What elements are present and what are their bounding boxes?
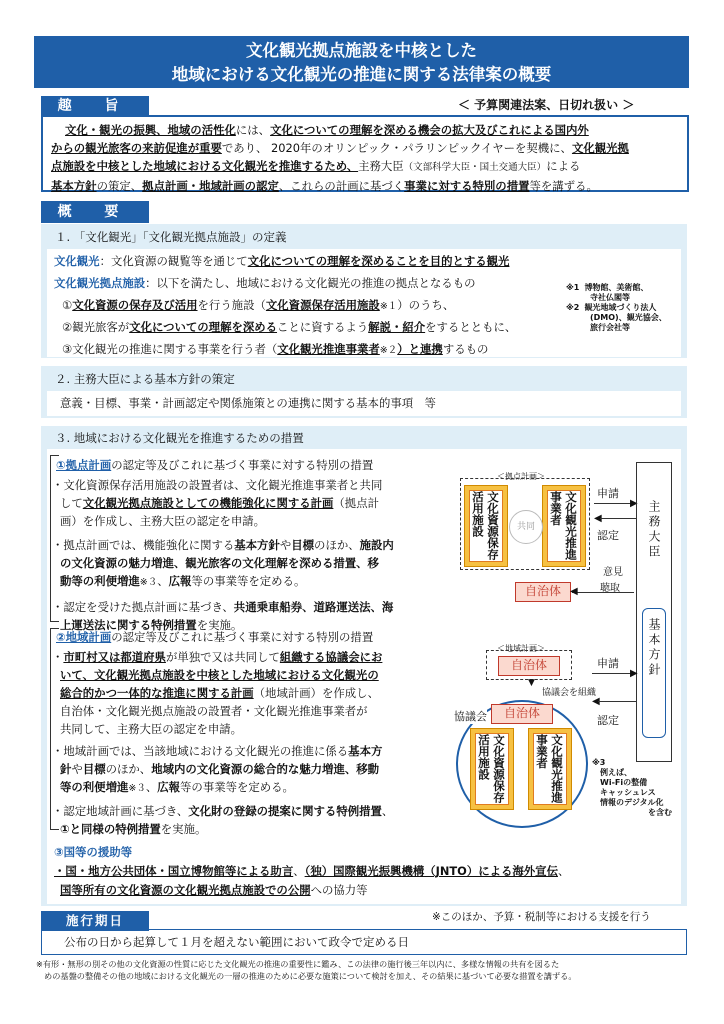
text: ※3 bbox=[592, 758, 606, 767]
text: ことに資するよう bbox=[277, 320, 369, 334]
text: 共通乗車船券、道路運送法、海 bbox=[233, 600, 394, 614]
text: ・認定を受けた拠点計画に基づき、 bbox=[52, 600, 234, 614]
text: ※３ bbox=[139, 577, 158, 588]
purpose-box bbox=[41, 115, 689, 192]
text: ① bbox=[62, 298, 73, 312]
text-line bbox=[52, 760, 462, 778]
enforcement-note: ※このほか、予算・税制等における支援を行う bbox=[432, 911, 651, 923]
text: 文化観光拠 bbox=[571, 141, 629, 155]
text: 地域内の文化資源の総合的な魅力増進、移動 bbox=[151, 762, 380, 776]
sub1-body bbox=[52, 476, 462, 634]
text: ）のうち、 bbox=[397, 298, 455, 312]
diag2-approve-arrow bbox=[598, 701, 636, 702]
arrow-left-icon: ◀ bbox=[570, 586, 578, 597]
text: 意見 bbox=[603, 567, 623, 578]
diag2-label: ＜地域計画＞ bbox=[497, 644, 545, 653]
text: 文化についての理解を深めることを目的とする観光 bbox=[247, 254, 510, 268]
diag2-council-org: 協議会を組織 bbox=[542, 688, 597, 698]
text: には、 bbox=[235, 123, 271, 137]
text: 事業に対する特別の措置 bbox=[404, 179, 530, 193]
text: 文化観光推進事業者 bbox=[277, 342, 380, 356]
text: （文部科学大臣・国土交通大臣） bbox=[403, 162, 547, 173]
text: 文化財の登録の提案に関する特例措置 bbox=[188, 804, 382, 818]
text-line bbox=[52, 778, 462, 798]
text: 等の利便増進 bbox=[60, 780, 129, 794]
text: ：文化資源の観覧等を通じて bbox=[99, 254, 248, 268]
text: 解説・紹介 bbox=[368, 320, 426, 334]
text: ・拠点計画では、機能強化に関する bbox=[52, 538, 235, 552]
purpose-tag: ＜ 予算関連法案、日切れ扱い ＞ bbox=[458, 98, 635, 112]
diag2-muni: 自治体 bbox=[498, 656, 560, 676]
text: 情報のデジタル化 bbox=[600, 798, 664, 807]
sub3-line-2 bbox=[60, 881, 368, 899]
text: 、 bbox=[145, 780, 158, 794]
arrow-right-icon: ▶ bbox=[630, 498, 638, 509]
text: による bbox=[546, 159, 581, 173]
text: ：以下を満たし、地域における文化観光の推進の拠点となるもの bbox=[145, 276, 476, 290]
overview-tab: 概 要 bbox=[41, 201, 149, 223]
note-1 bbox=[566, 283, 667, 293]
text: を含む bbox=[648, 808, 672, 817]
sub1-title bbox=[56, 456, 373, 474]
text: 目標 bbox=[291, 538, 315, 552]
diag1-facility: 文化資源保存活用施設 bbox=[471, 491, 500, 560]
purpose-line-4 bbox=[51, 177, 679, 195]
diag1-approve-arrow bbox=[600, 518, 636, 519]
text: 、 bbox=[157, 574, 169, 588]
def-2-item-1 bbox=[62, 296, 454, 316]
purpose-line-3 bbox=[51, 157, 679, 177]
text: ・ bbox=[52, 650, 64, 664]
diag1-opinion-2: 聴取 bbox=[600, 583, 620, 594]
text: 等を講ずる。 bbox=[529, 179, 598, 193]
text: 旅行会社等 bbox=[590, 323, 630, 332]
text: 、これらの計画に基づく bbox=[278, 179, 405, 193]
arrow-left-icon: ◀ bbox=[594, 513, 602, 524]
text: の策定、 bbox=[96, 179, 143, 193]
diag2-facility: 文化資源保存活用施設 bbox=[477, 734, 506, 803]
text: からの観光旅客の来訪促進が重要 bbox=[51, 141, 222, 155]
diag1-joint: 共同 bbox=[509, 510, 543, 544]
def-notes bbox=[566, 283, 667, 333]
text: 文化観光拠点施設 bbox=[54, 276, 146, 290]
text: 施設内 bbox=[359, 538, 394, 552]
text: のほか、 bbox=[314, 538, 360, 552]
text: ・国・地方公共団体・国立博物館等による助言 bbox=[54, 864, 294, 878]
diag2-council: 協議会 bbox=[454, 710, 487, 723]
text-line bbox=[52, 494, 462, 512]
text: の認定等及びこれに基づく事業に対する特別の措置 bbox=[111, 630, 374, 644]
text: 基本方 bbox=[348, 744, 383, 758]
text: への協力等 bbox=[310, 883, 368, 897]
title-line-2: 地域における文化観光の推進に関する法律案の概要 bbox=[171, 65, 552, 84]
text: Wi-Fiの整備 bbox=[600, 778, 648, 787]
text: や bbox=[279, 538, 292, 552]
text: を行う施設（ bbox=[197, 298, 266, 312]
def-2 bbox=[54, 274, 475, 292]
text-line bbox=[52, 802, 462, 820]
text: 寺社仏閣等 bbox=[590, 293, 630, 302]
text: 等の事業等を定める。 bbox=[191, 574, 306, 588]
sub3-line-1 bbox=[54, 862, 569, 880]
text-line bbox=[52, 648, 462, 666]
text: 市町村又は都道府県 bbox=[63, 650, 166, 664]
text: の認定等及びこれに基づく事業に対する特別の措置 bbox=[111, 458, 374, 472]
text: ③文化観光の推進に関する事業を行う者（ bbox=[62, 342, 278, 356]
text: 、 bbox=[381, 804, 394, 818]
title-line-1: 文化観光拠点施設を中核とした bbox=[246, 41, 477, 60]
text: ※１ bbox=[379, 301, 398, 312]
text: （独）国際観光振興機構（JNTO）による海外宣伝 bbox=[304, 864, 558, 878]
arrow-right-icon: ▶ bbox=[630, 668, 638, 679]
text: ）と連携 bbox=[397, 342, 443, 356]
policy-label: 基本方針 bbox=[647, 618, 661, 678]
minister-label: 主務大臣 bbox=[647, 500, 661, 560]
def-1 bbox=[54, 252, 509, 270]
diag2-note bbox=[592, 758, 672, 818]
text: や bbox=[71, 762, 83, 776]
diag2-business: 文化観光推進事業者 bbox=[535, 734, 564, 803]
footnote-line-1: ※有形・無形の別その他の文化資源の性質に応じた文化観光の推進の重要性に鑑み、この法律の施行後三年以内に、多様な情報の共有を図るた bbox=[36, 959, 560, 969]
text: 動等の利便増進 bbox=[60, 574, 140, 588]
text: 、 bbox=[293, 864, 305, 878]
text: 拠点計画・地域計画の認定 bbox=[142, 179, 279, 193]
diag2-apply: 申請 bbox=[597, 657, 619, 670]
text: 自治体・文化観光拠点施設の設置者・文化観光推進事業者が bbox=[60, 704, 368, 718]
text: ※３ bbox=[128, 783, 146, 794]
text: いて、文化観光拠点施設を中核とした地域における文化観光の bbox=[60, 668, 379, 682]
text: 基本方針 bbox=[51, 179, 97, 193]
arrow-left-icon: ◀ bbox=[592, 696, 600, 707]
footnote bbox=[36, 958, 577, 982]
enforcement-body: 公布の日から起算して１月を超えない範囲において政令で定める日 bbox=[64, 935, 409, 949]
text-line bbox=[52, 598, 462, 616]
text: ※２ bbox=[379, 345, 398, 356]
text: 針 bbox=[60, 762, 72, 776]
diag1-business: 文化観光推進事業者 bbox=[549, 491, 578, 560]
text: 広報 bbox=[168, 574, 192, 588]
text: ①と同様の特例措置 bbox=[60, 822, 161, 836]
diag1-label: ＜拠点計画＞ bbox=[497, 472, 545, 481]
text: ・地域計画では、当該地域における文化観光の推進に係る bbox=[52, 744, 349, 758]
purpose-tab: 趣 旨 bbox=[41, 96, 149, 117]
text: 上運送法に関する特例措置 bbox=[60, 618, 197, 632]
text: 文化観光拠点施設としての機能強化に関する計画 bbox=[82, 496, 334, 510]
text: 総合的かつ一体的な推進に関する計画 bbox=[60, 686, 254, 700]
text: ・文化資源保存活用施設の設置者は、文化観光推進事業者と共同 bbox=[52, 478, 383, 492]
sub2-title bbox=[56, 628, 373, 646]
text: ・認定地域計画に基づき、 bbox=[52, 804, 189, 818]
sub3-title bbox=[54, 843, 132, 861]
text-line bbox=[52, 572, 462, 592]
text: ③国等の援助等 bbox=[54, 845, 132, 859]
text: 文化についての理解を深める機会の拡大及びこれによる国内外 bbox=[270, 123, 589, 137]
def-2-item-2 bbox=[62, 318, 516, 336]
arrow-down-icon: ▼ bbox=[528, 678, 535, 688]
section-2-body: 意義・目標、事業・計画認定や関係施策との連携に関する基本的事項 等 bbox=[60, 396, 436, 410]
text: して bbox=[60, 496, 83, 510]
diag1-muni: 自治体 bbox=[515, 582, 571, 602]
text-line bbox=[52, 820, 462, 838]
sub2-body bbox=[52, 648, 462, 838]
purpose-line-1 bbox=[51, 121, 679, 139]
text: 組織する協議会にお bbox=[279, 650, 383, 664]
text: をするとともに、 bbox=[425, 320, 517, 334]
text-line bbox=[52, 536, 462, 554]
text-line bbox=[52, 684, 462, 702]
text: 共同して、主務大臣の認定を申請。 bbox=[60, 722, 243, 736]
text: を実施。 bbox=[196, 618, 243, 632]
text: するもの bbox=[442, 342, 489, 356]
section-3-heading: ３. 地域における文化観光を推進するための措置 bbox=[55, 431, 304, 445]
section-1-heading: １. 「文化観光」「文化観光拠点施設」の定義 bbox=[55, 230, 287, 244]
text: (DMO)、観光協会、 bbox=[590, 313, 667, 322]
text: ②観光旅客が bbox=[62, 320, 130, 334]
note-2 bbox=[566, 303, 667, 313]
text: 広報 bbox=[157, 780, 181, 794]
text: 点施設を中核とした地域における文化観光を推進するため、 bbox=[51, 159, 359, 173]
text: キャッシュレス bbox=[600, 788, 656, 797]
text: 基本方針 bbox=[234, 538, 280, 552]
purpose-line-2 bbox=[51, 139, 679, 157]
text: 博物館、美術館、 bbox=[584, 283, 649, 292]
text: （拠点計 bbox=[333, 496, 379, 510]
text: 画）を作成し、主務大臣の認定を申請。 bbox=[60, 514, 266, 528]
diag2-muni-2: 自治体 bbox=[491, 704, 553, 724]
diag1-apply: 申請 bbox=[597, 487, 619, 500]
footnote-line-2: めの基盤の整備その他の地域における文化観光の一層の推進のために必要な施策について検討を加え、その結果に基づいて必要な措置を講ずる。 bbox=[44, 971, 577, 981]
enforcement-tab: 施行期日 bbox=[41, 911, 149, 931]
text: 目標 bbox=[82, 762, 106, 776]
text: のほか、 bbox=[105, 762, 152, 776]
text: 文化資源の保存及び活用 bbox=[72, 298, 198, 312]
text: 文化・観光の振興、地域の活性化 bbox=[65, 123, 236, 137]
def-2-item-3 bbox=[62, 340, 488, 360]
diag1-approve: 認定 bbox=[597, 529, 619, 542]
text: 等の事業等を定める。 bbox=[180, 780, 294, 794]
text: 文化資源保存活用施設 bbox=[265, 298, 380, 312]
text: （地域計画）を作成し、 bbox=[253, 686, 379, 700]
text: を実施。 bbox=[160, 822, 207, 836]
text: ※2 bbox=[566, 303, 580, 312]
text: 文化についての理解を深める bbox=[129, 320, 278, 334]
text: 主務大臣 bbox=[358, 159, 404, 173]
text: 文化観光 bbox=[54, 254, 100, 268]
text-line bbox=[52, 742, 462, 760]
text: 、 bbox=[557, 864, 570, 878]
text: ※1 bbox=[566, 283, 580, 292]
text: の文化資源の魅力増進、観光旅客の文化理解を深める措置、移 bbox=[60, 556, 379, 570]
text: が単独で又は共同して bbox=[165, 650, 280, 664]
diag2-approve: 認定 bbox=[597, 714, 619, 727]
section-2-heading: ２. 主務大臣による基本方針の策定 bbox=[55, 372, 235, 386]
text: 観光地域づくり法人 bbox=[584, 303, 657, 312]
page-title bbox=[34, 36, 689, 88]
text: であり、 2020年のオリンピック・パラリンピックイヤーを契機に、 bbox=[221, 141, 572, 155]
diag1-opinion bbox=[603, 566, 623, 580]
text: 例えば、 bbox=[600, 768, 632, 777]
text: ②地域計画 bbox=[56, 630, 112, 644]
text: 国等所有の文化資源の文化観光拠点施設での公開 bbox=[60, 883, 311, 897]
text: ①拠点計画 bbox=[56, 458, 112, 472]
